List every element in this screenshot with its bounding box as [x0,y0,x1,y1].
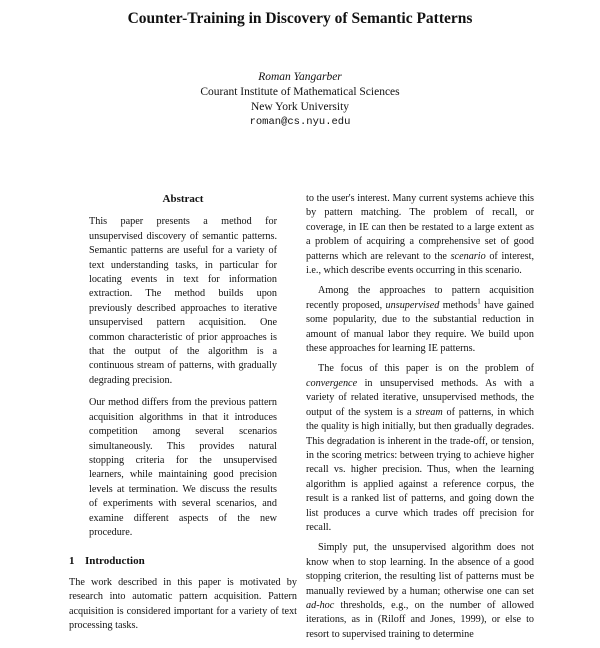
author-university: New York University [250,101,350,113]
author-email: roman@cs.nyu.edu [249,116,351,128]
author-affiliation: Courant Institute of Mathematical Sciences [200,86,400,98]
abstract-heading: Abstract [162,193,204,205]
author-block [0,70,600,130]
abstract-paragraph-1: This paper presents a method for unsupervised discovery of semantic patterns. Semantic patterns are useful for a variety of text understanding tasks, in particular for locating events in text for information extraction. The method builds upon previously described approaches to iterative unsupervised pattern acquisition. One common characteristic of prior approaches is that the output of the algorithm is a continuous stream of patterns, with gradually degrading precision. [89,216,277,386]
footnote-marker: 1 [477,297,481,306]
section-heading [69,554,297,568]
intro-paragraph: The work described in this paper is motivated by research into automatic pattern acquisition. Pattern acquisition is considered important for a variety of text processing tasks. [69,576,297,631]
author-name: Roman Yangarber [258,71,342,83]
section-number: 1 [69,555,75,568]
body-paragraph-1: to the user's interest. Many current systems achieve this by pattern matching. The problem of recall, or coverage, in IE can then be restated to a large extent as a problem of acquiring a comprehensive set of good patterns which are relevant to the scenario of interest, i.e., which describe events occurring in this scenario. [306,193,534,277]
abstract-paragraph-2: Our method differs from the previous pattern acquisition algorithms in that it introduces competition among several scenarios simultaneously. This provides natural stopping criteria for the unsupervised learners, while maintaining good precision levels at termination. We discuss the results of experiments with several scenarios, and examine different aspects of the new procedure. [89,397,277,538]
right-column [306,192,534,648]
left-column [69,192,297,633]
section-title: Introduction [85,555,145,568]
body-paragraph-3: The focus of this paper is on the problem of convergence in unsupervised methods. As with a variety of related iterative, unsupervised methods, the output of the system is a stream of patterns, in which the quality is high initially, but then gradually degrades. This degradation is inherent in the trade-off, or tension, in the scoring metrics: between trying to achieve higher recall vs. higher precision. Thus, when the learning algorithm is applied against a reference corpus, the result is a ranked list of patterns, and going down the list produces a curve which trades off precision for recall. [306,363,534,533]
paper-title: Counter-Training in Discovery of Semantic Patterns [127,10,473,27]
body-paragraph-4: Simply put, the unsupervised algorithm does not know when to stop learning. In the absence of a good stopping criterion, the resulting list of patterns must be manually reviewed by a human; otherwise one can set ad-hoc thresholds, e.g., on the number of allowed iterations, as in (Riloff and Jones, 1999), or else to resort to supervised training to determine [306,542,534,640]
body-paragraph-2: Among the approaches to pattern acquisition recently proposed, unsupervised methods$^1$ have gained some popularity, due to the substantial reduction in amount of manual labor they require. We build upon these approaches for learning IE patterns. [306,285,534,355]
abstract [69,215,297,540]
